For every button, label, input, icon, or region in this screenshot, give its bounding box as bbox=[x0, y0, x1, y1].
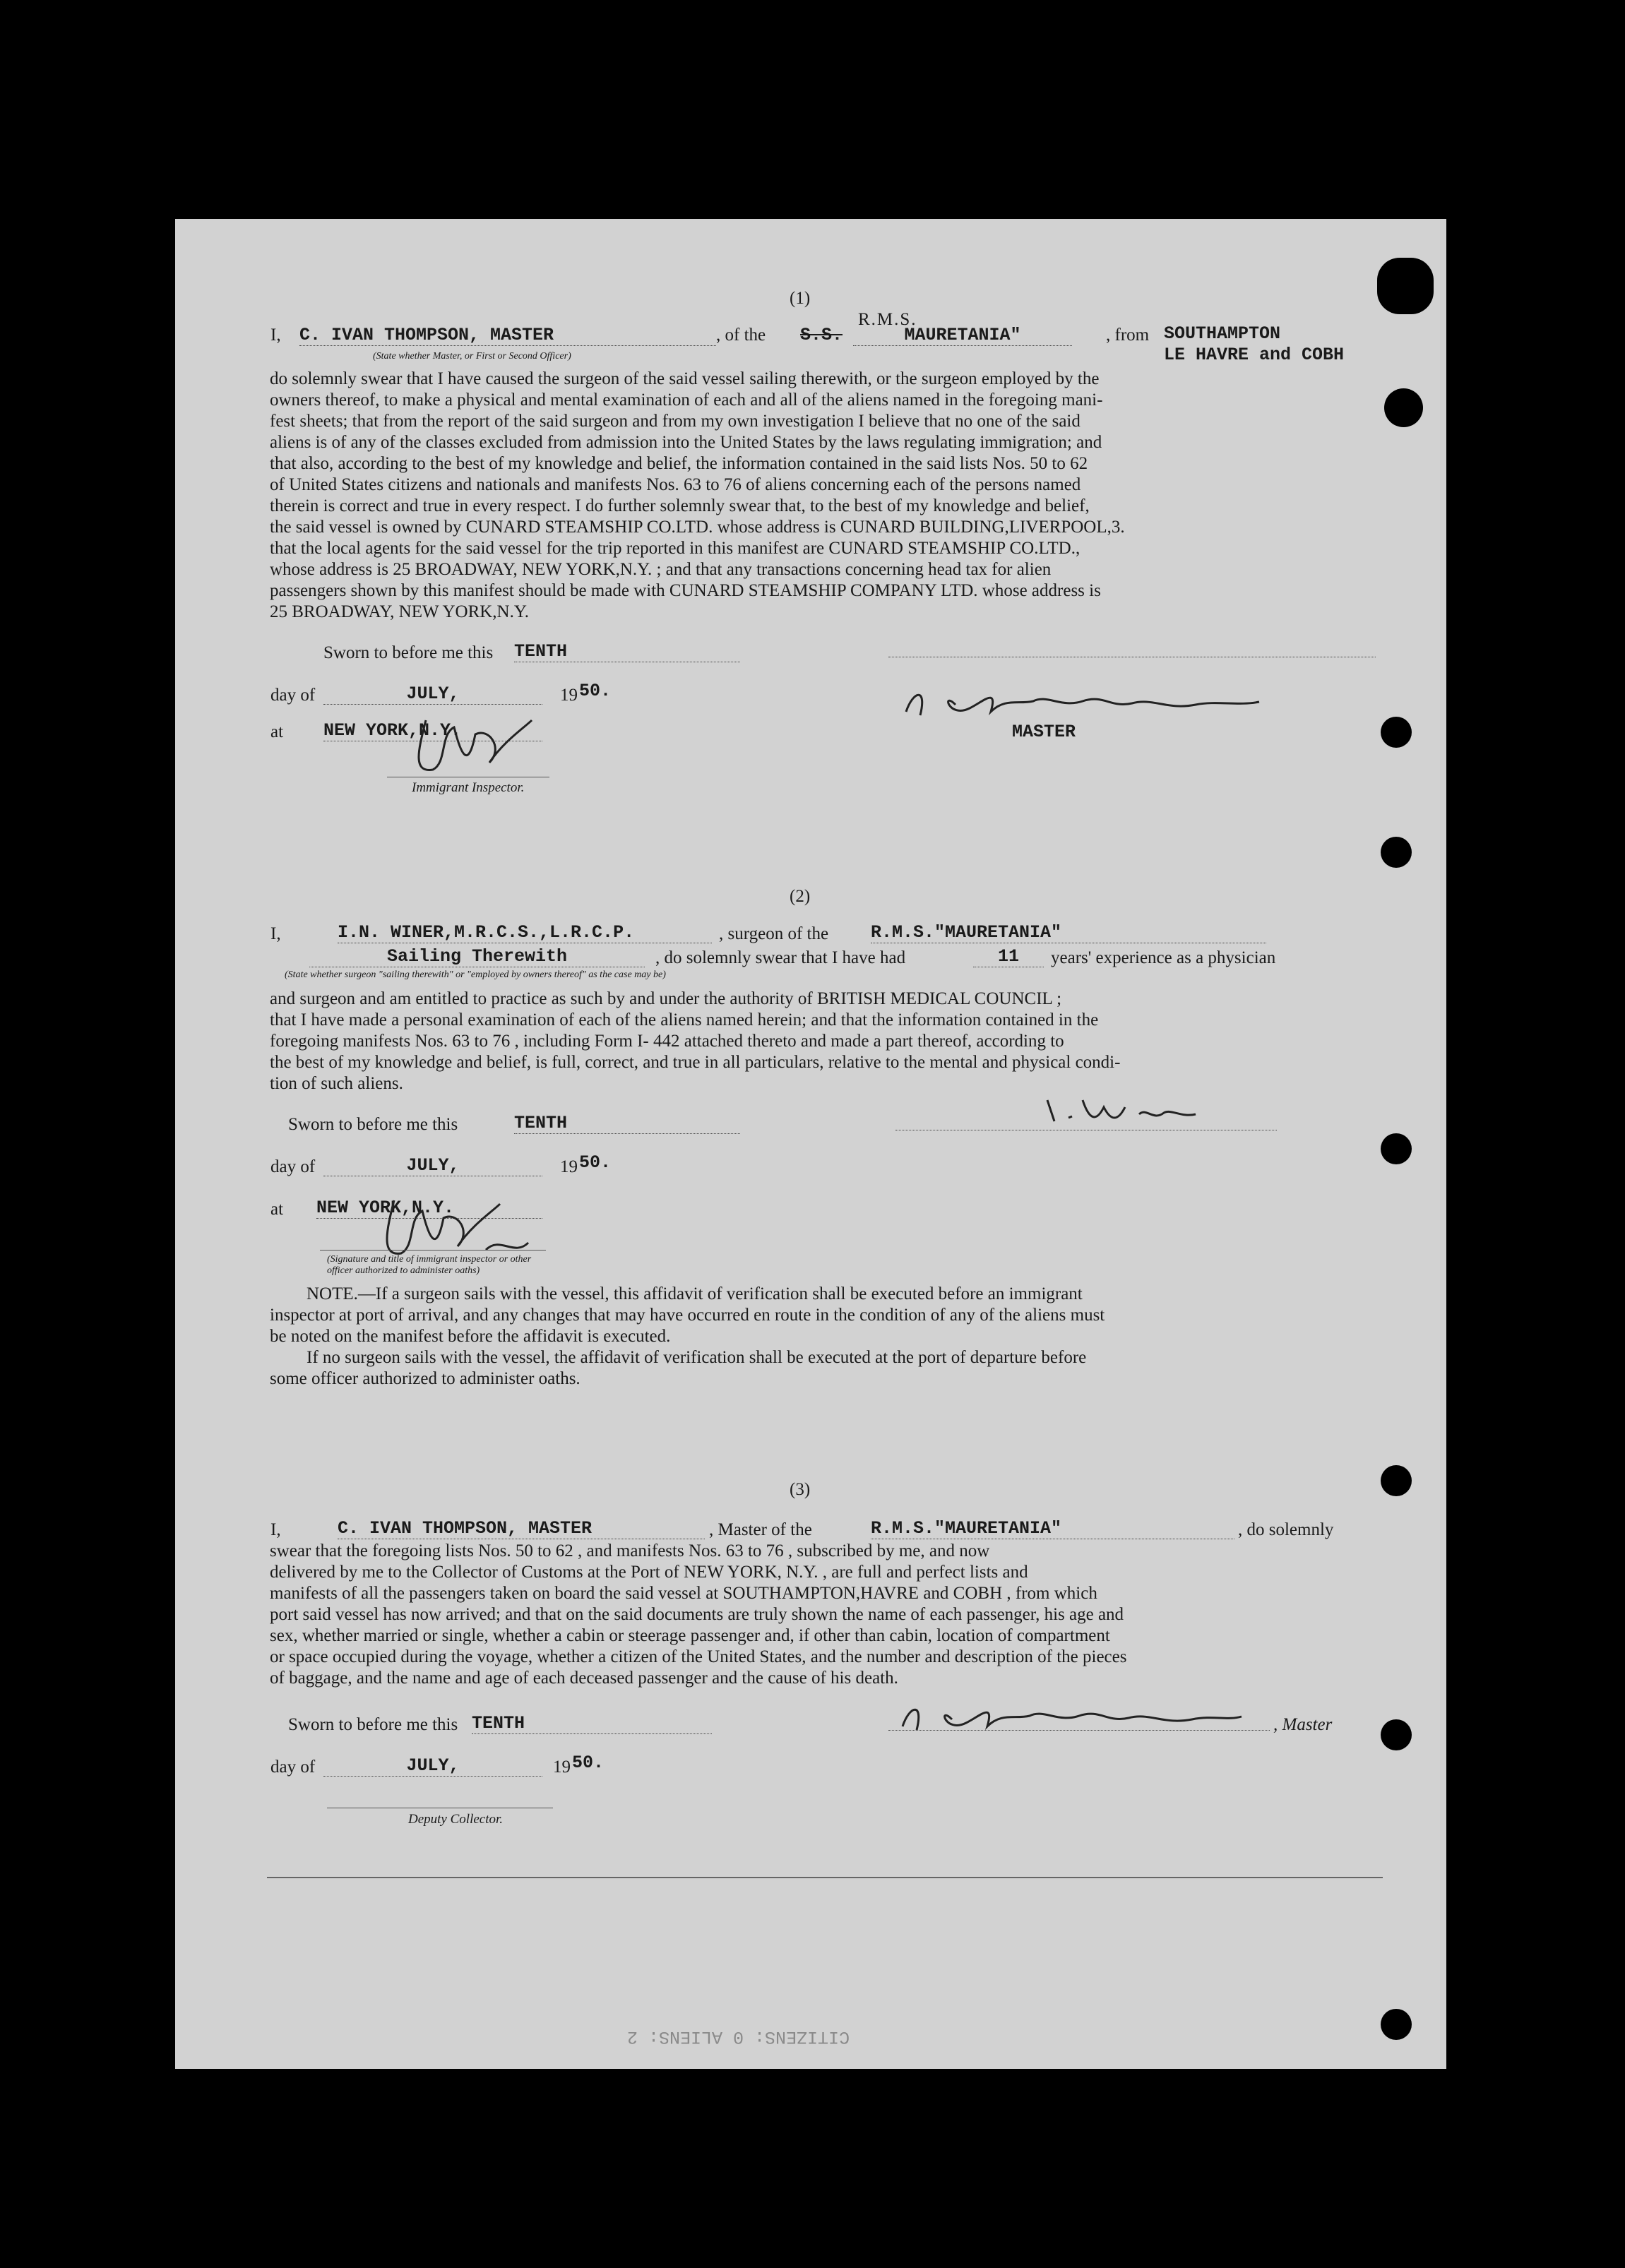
section-1-line: that the local agents for the said vessel for the trip reported in this manifest are CUNARD STEAMSHIP CO.LTD., bbox=[270, 539, 1081, 558]
affidavit-page bbox=[175, 219, 1446, 2069]
officer-hint: (State whether Master, or First or Second Officer) bbox=[373, 351, 571, 362]
note-line: be noted on the manifest before the affidavit is executed. bbox=[270, 1327, 671, 1346]
section-1-line: do solemnly swear that I have caused the surgeon of the said vessel sailing therewith, or the surgeon employed by the bbox=[270, 369, 1100, 388]
section-2-number: (2) bbox=[790, 887, 811, 906]
inspector-signature-1 bbox=[398, 706, 539, 784]
from-port-1: SOUTHAMPTON bbox=[1164, 323, 1281, 344]
month-3: JULY, bbox=[323, 1755, 542, 1777]
section-3-line: of baggage, and the name and age of each deceased passenger and the cause of his death. bbox=[270, 1669, 898, 1688]
surgeon-name: I.N. WINER,M.R.C.S.,L.R.C.P. bbox=[338, 922, 712, 943]
binder-hole bbox=[1381, 1465, 1412, 1496]
sworn-label-2: Sworn to before me this bbox=[288, 1115, 458, 1134]
binder-hole bbox=[1381, 837, 1412, 868]
vessel-name: MAURETANIA" bbox=[853, 325, 1072, 346]
year-prefix-1: 19 bbox=[560, 686, 578, 705]
master-signature-3 bbox=[895, 1691, 1249, 1741]
section-2-note bbox=[270, 1284, 1105, 1390]
place-2: NEW YORK,N.Y. bbox=[316, 1198, 542, 1219]
surgeon-signature bbox=[1040, 1093, 1210, 1128]
struck-prefix: S.S. bbox=[800, 325, 843, 345]
surgeon-vessel: R.M.S."MAURETANIA" bbox=[871, 922, 1266, 943]
bleed-through-text: CITIZENS: 0 ALIENS: 2 bbox=[627, 2027, 850, 2047]
section-1-line: aliens is of any of the classes excluded from admission into the United States by the laws regulating immigration; and bbox=[270, 433, 1102, 452]
year-suffix-3: 50. bbox=[572, 1753, 605, 1773]
year-suffix-2: 50. bbox=[579, 1152, 612, 1173]
section-1-line: passengers shown by this manifest should be made with CUNARD STEAMSHIP COMPANY LTD. whose address is bbox=[270, 581, 1101, 600]
sworn-label-3: Sworn to before me this bbox=[288, 1715, 458, 1734]
binder-hole bbox=[1381, 1133, 1412, 1164]
section-3-line: delivered by me to the Collector of Customs at the Port of NEW YORK, N.Y. , are full and perfect lists and bbox=[270, 1563, 1028, 1582]
sworn-day-1: TENTH bbox=[514, 641, 740, 662]
vessel-prefix: R.M.S. bbox=[858, 310, 917, 329]
section-1-line: whose address is 25 BROADWAY, NEW YORK,N.Y. ; and that any transactions concerning head tax for alien bbox=[270, 560, 1052, 579]
section-3-I: I, bbox=[270, 1520, 281, 1539]
section-1-I: I, bbox=[270, 326, 281, 345]
sworn-day-2: TENTH bbox=[514, 1113, 740, 1134]
section-1-line: therein is correct and true in every respect. I do further solemnly swear that, to the best of my knowledge and belief, bbox=[270, 496, 1090, 515]
section-1-line: 25 BROADWAY, NEW YORK,N.Y. bbox=[270, 602, 529, 621]
binder-hole bbox=[1381, 1719, 1412, 1750]
section-2-body bbox=[270, 989, 1120, 1094]
from-port-2: LE HAVRE and COBH bbox=[1164, 345, 1345, 365]
section-2-line: foregoing manifests Nos. 63 to 76 , including Form I- 442 attached thereto and made a part thereof, according to bbox=[270, 1032, 1064, 1051]
master-label-3: , Master bbox=[1273, 1715, 1333, 1734]
years-text: years' experience as a physician bbox=[1051, 948, 1276, 967]
section-2-I: I, bbox=[270, 924, 281, 943]
year-prefix-2: 19 bbox=[560, 1157, 578, 1176]
note-line: NOTE.—If a surgeon sails with the vessel, this affidavit of verification shall be executed before an immigrant bbox=[306, 1284, 1083, 1303]
binder-hole bbox=[1381, 2009, 1412, 2040]
section-1-body bbox=[270, 369, 1125, 623]
note-line: some officer authorized to administer oaths. bbox=[270, 1369, 581, 1388]
surgeon-of-label: , surgeon of the bbox=[719, 924, 829, 943]
surgeon-hint: (State whether surgeon "sailing therewith" or "employed by owners thereof" as the case may be) bbox=[285, 969, 666, 980]
swear-label-3: , do solemnly bbox=[1238, 1520, 1334, 1539]
years-experience: 11 bbox=[973, 946, 1044, 967]
master-signature-1 bbox=[899, 676, 1266, 726]
swear-text: , do solemnly swear that I have had bbox=[655, 948, 906, 967]
section-3-line: manifests of all the passengers taken on board the said vessel at SOUTHAMPTON,HAVRE and COBH , from which bbox=[270, 1584, 1097, 1603]
section-3-number: (3) bbox=[790, 1480, 811, 1499]
deputy-collector-label: Deputy Collector. bbox=[408, 1812, 504, 1827]
sailing-therewith: Sailing Therewith bbox=[309, 946, 645, 967]
officer-hint-2: (Signature and title of immigrant inspector or other officer authorized to administer oaths) bbox=[327, 1254, 532, 1276]
from-label: , from bbox=[1106, 326, 1150, 345]
section-2-line: tion of such aliens. bbox=[270, 1074, 403, 1093]
place-1: NEW YORK,N.Y. bbox=[323, 720, 542, 741]
year-suffix-1: 50. bbox=[579, 681, 612, 701]
note-line: inspector at port of arrival, and any changes that may have occurred en route in the condition of any of the aliens must bbox=[270, 1306, 1105, 1325]
master-of-label: , Master of the bbox=[709, 1520, 812, 1539]
month-2: JULY, bbox=[323, 1155, 542, 1176]
section-1-line: fest sheets; that from the report of the said surgeon and from my own investigation I believe that no one of the said bbox=[270, 412, 1081, 431]
binder-hole bbox=[1381, 717, 1412, 748]
at-label-1: at bbox=[270, 722, 284, 741]
month-1: JULY, bbox=[323, 684, 542, 705]
section-3-line: port said vessel has now arrived; and that on the said documents are truly shown the name of each passenger, his age and bbox=[270, 1605, 1124, 1624]
sworn-day-3: TENTH bbox=[472, 1713, 712, 1734]
binder-hole bbox=[1384, 388, 1423, 427]
note-line: If no surgeon sails with the vessel, the affidavit of verification shall be executed at the port of departure before bbox=[306, 1348, 1087, 1367]
master-name-3: C. IVAN THOMPSON, MASTER bbox=[338, 1518, 705, 1539]
master-title: MASTER bbox=[1012, 722, 1076, 742]
section-1-line: of United States citizens and nationals and manifests Nos. 63 to 76 of aliens concerning each of the persons named bbox=[270, 475, 1081, 494]
section-3-line: swear that the foregoing lists Nos. 50 to 62 , and manifests Nos. 63 to 76 , subscribed by me, and now bbox=[270, 1541, 990, 1560]
day-of-label-3: day of bbox=[270, 1757, 316, 1777]
year-prefix-3: 19 bbox=[553, 1757, 571, 1777]
of-the-label: , of the bbox=[716, 326, 766, 345]
master-name: C. IVAN THOMPSON, MASTER bbox=[299, 325, 716, 346]
section-1-line: that also, according to the best of my knowledge and belief, the information contained in the said lists Nos. 50 to 62 bbox=[270, 454, 1088, 473]
inspector-label-1: Immigrant Inspector. bbox=[412, 780, 525, 795]
section-2-line: and surgeon and am entitled to practice as such by and under the authority of BRITISH MEDICAL COUNCIL ; bbox=[270, 989, 1062, 1008]
section-1-number: (1) bbox=[790, 289, 811, 308]
section-1-line: the said vessel is owned by CUNARD STEAMSHIP CO.LTD. whose address is CUNARD BUILDING,LIVERPOOL,3. bbox=[270, 518, 1125, 537]
section-2-line: the best of my knowledge and belief, is full, correct, and true in all particulars, relative to the mental and physical condi- bbox=[270, 1053, 1121, 1072]
section-3-line: sex, whether married or single, whether a cabin or steerage passenger and, if other than cabin, location of compartment bbox=[270, 1626, 1110, 1645]
torn-corner bbox=[1377, 258, 1434, 314]
at-label-2: at bbox=[270, 1200, 284, 1219]
section-2-line: that I have made a personal examination of each of the aliens named herein; and that the information contained in the bbox=[270, 1010, 1099, 1029]
section-1-line: owners thereof, to make a physical and mental examination of each and all of the aliens named in the foregoing mani- bbox=[270, 390, 1103, 410]
section-3-body bbox=[270, 1541, 1126, 1689]
sworn-label-1: Sworn to before me this bbox=[323, 643, 494, 662]
day-of-label-1: day of bbox=[270, 686, 316, 705]
vessel-3: R.M.S."MAURETANIA" bbox=[871, 1518, 1234, 1539]
section-3-line: or space occupied during the voyage, whether a citizen of the United States, and the number and description of the pieces bbox=[270, 1647, 1127, 1666]
day-of-label-2: day of bbox=[270, 1157, 316, 1176]
